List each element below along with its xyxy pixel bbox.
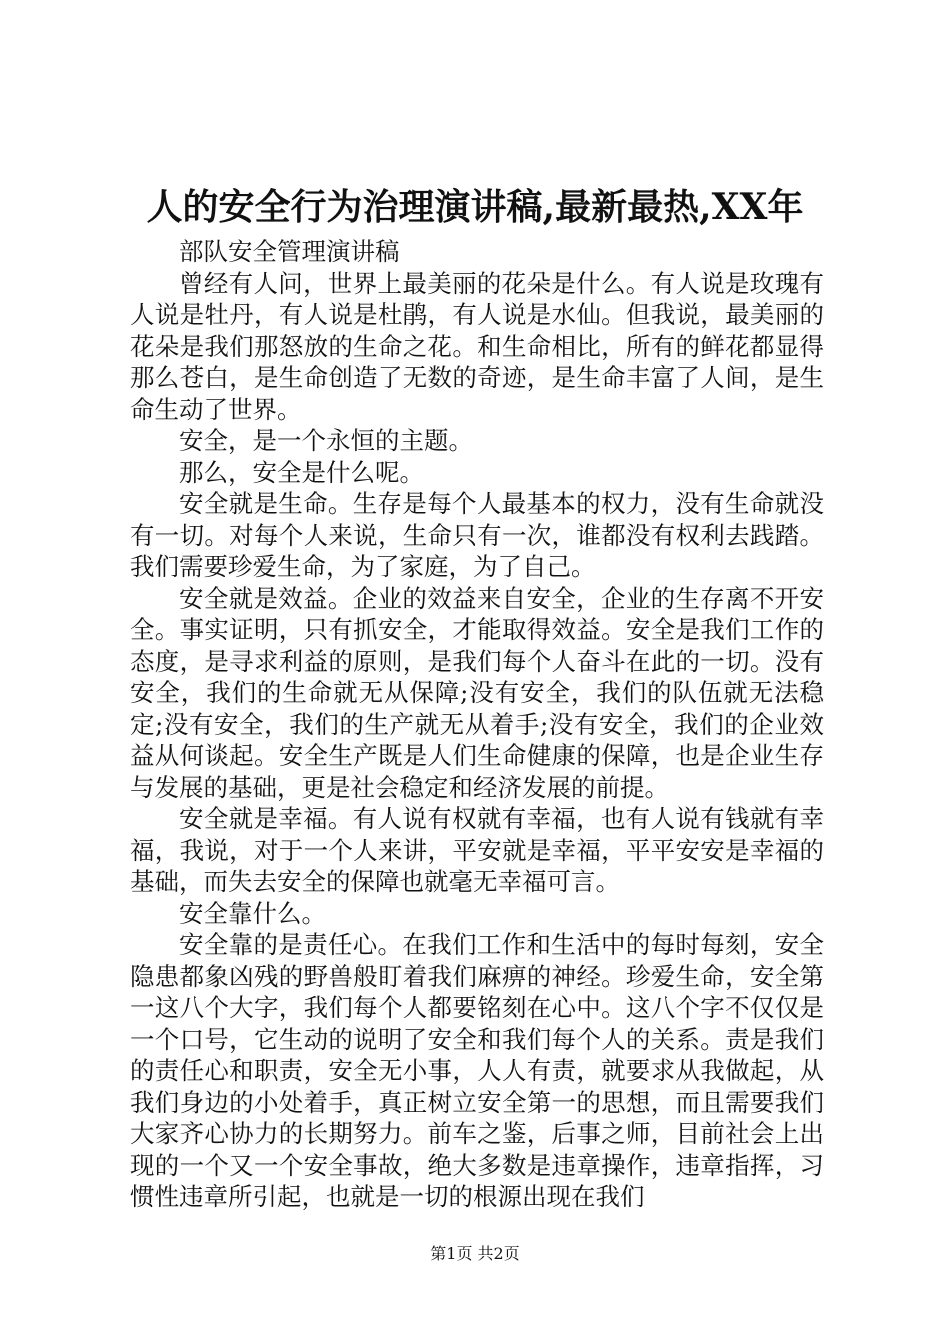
paragraph: 部队安全管理演讲稿 xyxy=(179,237,400,266)
document-body xyxy=(130,236,824,1213)
paragraph: 安全靠的是责任心。在我们工作和生活中的每时每刻，安全隐患都象凶残的野兽般盯着我们麻痹的神经。珍爱生命，安全第一这八个大字，我们每个人都要铭刻在心中。这八个字不仅仅是一个口号，它生动的说明了安全和我们每个人的关系。责是我们的责任心和职责，安全无小事，人人有责，就要求从我做起，从我们身边的小处着手，真正树立安全第一的思想，而且需要我们大家齐心协力的长期努力。前车之鉴，后事之师，目前社会上出现的一个又一个安全事故，绝大多数是违章操作，违章指挥，习惯性违章所引起，也就是一切的根源出现在我们 xyxy=(130,930,824,1211)
page-footer: 第1页 共2页 xyxy=(430,1244,520,1263)
paragraph: 安全靠什么。 xyxy=(179,898,326,928)
paragraph: 那么，安全是什么呢。 xyxy=(179,457,424,487)
paragraph: 安全就是幸福。有人说有权就有幸福，也有人说有钱就有幸福，我说，对于一个人来讲，平安就是幸福，平平安安是幸福的基础，而失去安全的保障也就毫无幸福可言。 xyxy=(130,804,824,896)
paragraph: 安全就是效益。企业的效益来自安全，企业的生存离不开安全。事实证明，只有抓安全，才能取得效益。安全是我们工作的态度，是寻求利益的原则，是我们每个人奋斗在此的一切。没有安全，我们的生命就无从保障;没有安全，我们的队伍就无法稳定;没有安全，我们的生产就无从着手;没有安全，我们的企业效益从何谈起。安全生产既是人们生命健康的保障，也是企业生存与发展的基础，更是社会稳定和经济发展的前提。 xyxy=(130,583,824,802)
paragraph: 安全，是一个永恒的主题。 xyxy=(179,426,473,455)
paragraph: 曾经有人问，世界上最美丽的花朵是什么。有人说是玫瑰有人说是牡丹，有人说是杜鹃，有人说是水仙。但我说，最美丽的花朵是我们那怒放的生命之花。和生命相比，所有的鲜花都显得那么苍白，是生命创造了无数的奇迹，是生命丰富了人间，是生命生动了世界。 xyxy=(130,268,824,424)
paragraph: 安全就是生命。生存是每个人最基本的权力，没有生命就没有一切。对每个人来说，生命只有一次，谁都没有权利去践踏。我们需要珍爱生命，为了家庭，为了自己。 xyxy=(130,489,824,581)
document-title: 人的安全行为治理演讲稿,最新最热,XX年 xyxy=(146,186,804,228)
